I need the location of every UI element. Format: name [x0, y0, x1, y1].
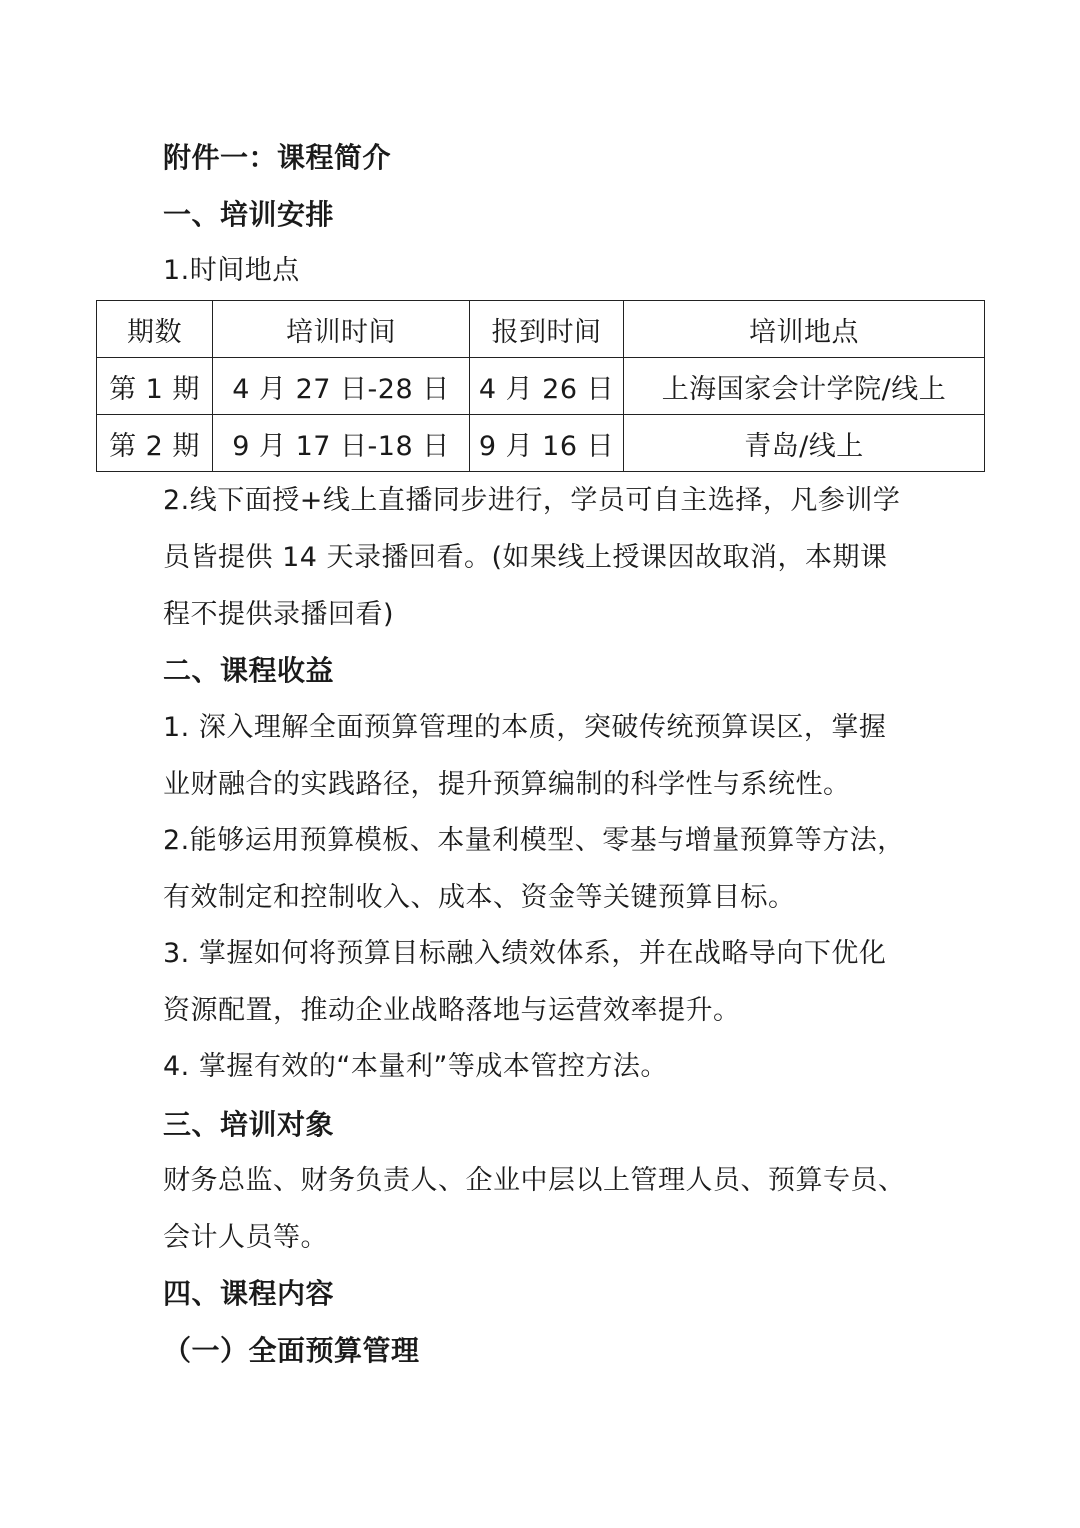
table-cell: 青岛/线上	[624, 415, 985, 472]
header-cell-period: 期数	[97, 301, 213, 358]
table-row	[97, 358, 985, 415]
table-cell: 第 1 期	[97, 358, 213, 415]
attachment-title: 附件一：课程简介	[163, 141, 392, 174]
table-cell: 9 月 17 日-18 日	[213, 415, 470, 472]
section4-heading: 四、课程内容	[163, 1277, 335, 1310]
note-line: 员皆提供 14 天录播回看。(如果线上授课因故取消，本期课	[163, 542, 888, 573]
header-cell-location: 培训地点	[624, 301, 985, 358]
table-row	[97, 415, 985, 472]
benefit-line: 4. 掌握有效的“本量利”等成本管控方法。	[163, 1051, 668, 1082]
audience-line: 财务总监、财务负责人、企业中层以上管理人员、预算专员、	[163, 1165, 906, 1196]
benefit-line: 有效制定和控制收入、成本、资金等关键预算目标。	[163, 882, 796, 913]
table-cell: 第 2 期	[97, 415, 213, 472]
benefit-line: 1. 深入理解全面预算管理的本质，突破传统预算误区，掌握	[163, 712, 887, 743]
benefit-line: 3. 掌握如何将预算目标融入绩效体系，并在战略导向下优化	[163, 938, 887, 969]
section2-heading: 二、课程收益	[163, 654, 335, 687]
header-cell-checkin-time: 报到时间	[470, 301, 624, 358]
header-cell-training-time: 培训时间	[213, 301, 470, 358]
note-line: 2.线下面授+线上直播同步进行，学员可自主选择，凡参训学	[163, 485, 901, 516]
section1-subheading: 1.时间地点	[163, 255, 300, 286]
table-header-row	[97, 301, 985, 358]
benefit-line: 业财融合的实践路径，提升预算编制的科学性与系统性。	[163, 769, 851, 800]
note-line: 程不提供录播回看)	[163, 599, 395, 630]
table-cell: 4 月 26 日	[470, 358, 624, 415]
table-cell: 9 月 16 日	[470, 415, 624, 472]
audience-line: 会计人员等。	[163, 1222, 328, 1253]
table-cell: 4 月 27 日-28 日	[213, 358, 470, 415]
section1-heading: 一、培训安排	[163, 198, 335, 231]
benefit-line: 资源配置，推动企业战略落地与运营效率提升。	[163, 995, 741, 1026]
benefit-line: 2.能够运用预算模板、本量利模型、零基与增量预算等方法，	[163, 825, 905, 856]
section4-subheading: （一）全面预算管理	[163, 1334, 420, 1367]
table-cell: 上海国家会计学院/线上	[624, 358, 985, 415]
section3-heading: 三、培训对象	[163, 1108, 335, 1141]
schedule-table	[96, 300, 985, 472]
